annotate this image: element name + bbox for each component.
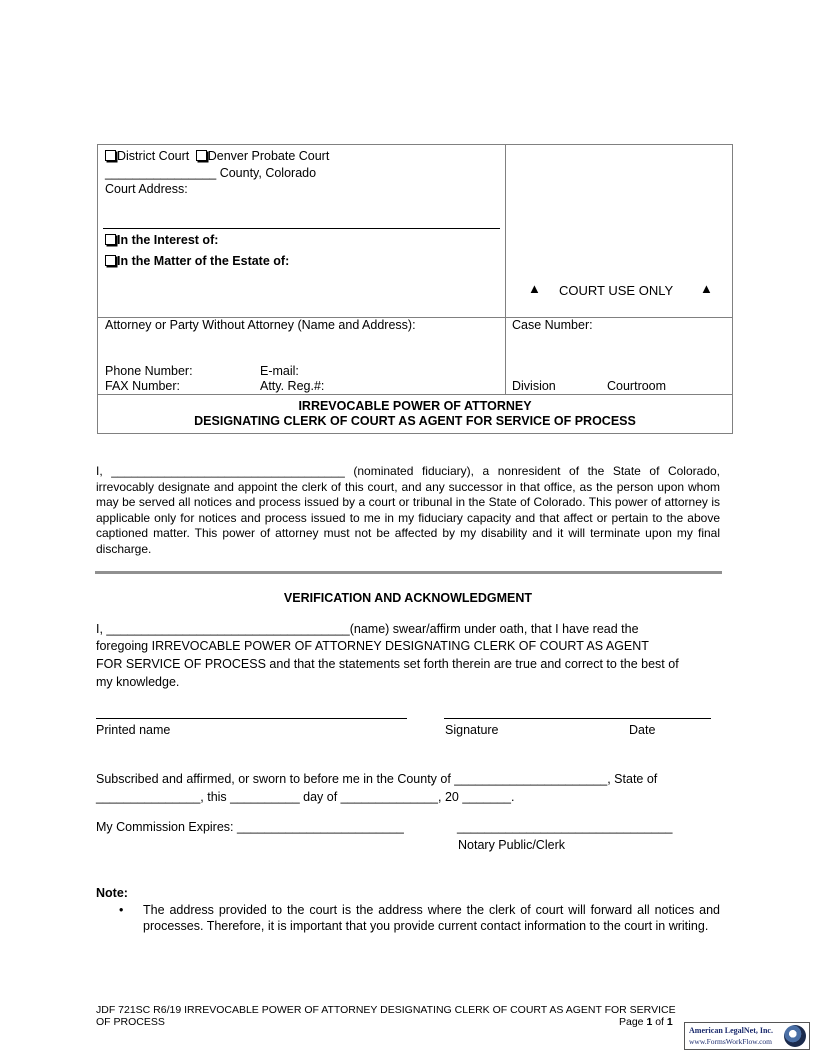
page-mid: of: [652, 1016, 667, 1028]
subscribed-line2: _______________, this __________ day of ______________, 20 _______.: [96, 790, 515, 804]
denver-probate-label: Denver Probate Court: [207, 149, 330, 163]
courtroom-label: Courtroom: [607, 379, 667, 393]
signature-label: Signature: [445, 723, 499, 737]
atty-reg-label: Atty. Reg.#:: [260, 379, 325, 393]
note-label: Note:: [96, 886, 128, 900]
division-label: Division: [512, 379, 556, 393]
legalnet-logo[interactable]: [684, 1022, 810, 1050]
verification-heading: VERIFICATION AND ACKNOWLEDGMENT: [283, 591, 533, 605]
fax-label: FAX Number:: [105, 379, 181, 393]
attorney-label: Attorney or Party Without Attorney (Name and Address):: [105, 318, 416, 332]
phone-label: Phone Number:: [105, 364, 193, 378]
printed-name-label: Printed name: [96, 723, 171, 737]
logo-url: www.FormsWorkFlow.com: [689, 1037, 773, 1046]
page-number: 1: [646, 1016, 653, 1028]
verification-line2: foregoing IRREVOCABLE POWER OF ATTORNEY DESIGNATING CLERK OF COURT AS AGENT: [96, 639, 649, 653]
in-interest-of: [105, 233, 218, 247]
denver-probate-checkbox[interactable]: [196, 150, 207, 161]
up-arrow-icon: ▲: [700, 281, 713, 296]
subscribed-line1: Subscribed and affirmed, or sworn to before me in the County of ______________________, State of: [96, 772, 658, 786]
globe-icon: [784, 1025, 806, 1047]
court-address-line: [103, 228, 500, 229]
case-number-label: Case Number:: [512, 318, 593, 332]
signature-date-line[interactable]: [444, 718, 711, 719]
caption-divider-2: [97, 394, 733, 395]
notary-signature-line: _______________________________: [457, 820, 673, 834]
in-matter-checkbox[interactable]: [105, 255, 116, 266]
district-court-label: District Court: [117, 149, 190, 163]
page-indicator: [619, 1016, 673, 1028]
in-matter-label: In the Matter of the Estate of:: [117, 254, 290, 268]
footer-line2: OF PROCESS: [96, 1016, 165, 1028]
caption-vertical-divider: [505, 144, 506, 394]
commission-expires: My Commission Expires: ________________________: [96, 820, 404, 834]
form-title-line1: IRREVOCABLE POWER OF ATTORNEY: [298, 399, 532, 413]
in-interest-label: In the Interest of:: [117, 233, 219, 247]
date-label: Date: [629, 723, 656, 737]
verification-line4: my knowledge.: [96, 675, 180, 689]
page-prefix: Page: [619, 1016, 647, 1028]
in-interest-checkbox[interactable]: [105, 234, 116, 245]
page-total: 1: [666, 1016, 673, 1028]
section-separator: [95, 571, 722, 574]
email-label: E-mail:: [260, 364, 299, 378]
verification-line3: FOR SERVICE OF PROCESS and that the statements set forth therein are true and correct to the best of: [96, 657, 679, 671]
court-checkboxes: [105, 149, 329, 163]
court-use-only: COURT USE ONLY: [559, 283, 674, 298]
printed-name-line[interactable]: [96, 718, 407, 719]
note-text: The address provided to the court is the address where the clerk of court will forward all notices and processes. Therefore, it is important that you provide current contact information to the court in writing.: [143, 903, 720, 933]
county-line: ________________ County, Colorado: [105, 166, 317, 180]
body-paragraph: I, ___________________________________ (nominated fiduciary), a nonresident of the State of Colorado, irrevocably designate and appoint the clerk of this court, and any successor in that office, as the person upon whom may be served all notices and process issued by a court or tribunal in the State of Colorado. This power of attorney is applicable only for notices and process issued to me in my fiduciary capacity and that affect or pertain to the above captioned matter. This power of attorney must not be affected by my disability and it will terminate upon my final discharge.: [96, 464, 720, 556]
notary-label: Notary Public/Clerk: [458, 838, 565, 852]
verification-line1: I, ___________________________________(name) swear/affirm under oath, that I have read the: [96, 622, 639, 636]
in-matter-of: [105, 254, 289, 268]
district-court-checkbox[interactable]: [105, 150, 116, 161]
footer-line1: JDF 721SC R6/19 IRREVOCABLE POWER OF ATTORNEY DESIGNATING CLERK OF COURT AS AGENT FOR SERVICE: [96, 1004, 676, 1016]
logo-name: American LegalNet, Inc.: [689, 1026, 773, 1035]
up-arrow-icon: ▲: [528, 281, 541, 296]
court-address-label: Court Address:: [105, 182, 188, 196]
form-title-line2: DESIGNATING CLERK OF COURT AS AGENT FOR SERVICE OF PROCESS: [194, 414, 636, 428]
note-bullet: •: [119, 903, 124, 917]
